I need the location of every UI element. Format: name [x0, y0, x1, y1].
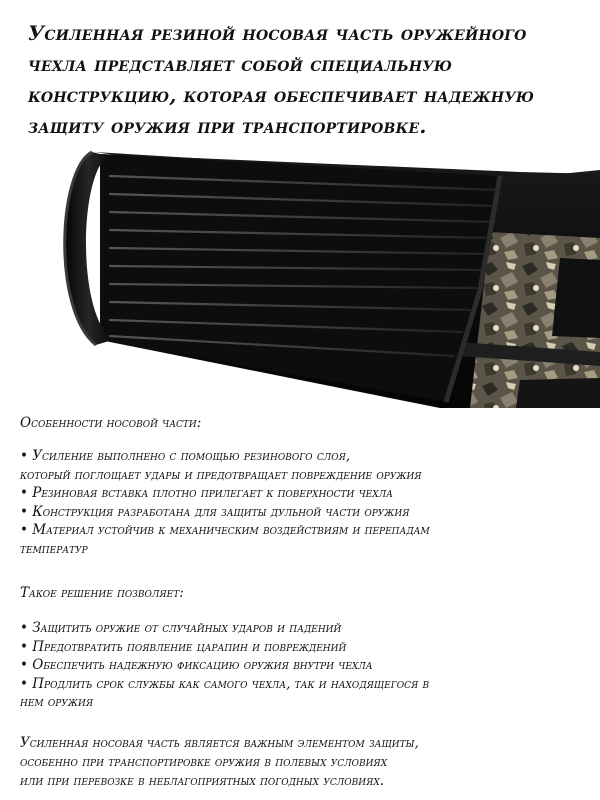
list-item-line: • Резиновая вставка плотно прилегает к поверхности чехла — [20, 485, 393, 502]
benefits-section — [20, 584, 586, 712]
list-item-line: • Обеспечить надежную фиксацию оружия внутри чехла — [20, 657, 373, 674]
closing-paragraph — [20, 734, 586, 791]
list-item-line: • Усиление выполнено с помощью резинового слоя, — [20, 448, 351, 464]
closing-line: или при перевозке в неблагоприятных погодных условиях. — [20, 773, 385, 789]
list-item-line: который поглощает удары и предотвращает повреждение оружия — [20, 466, 422, 483]
list-item — [20, 447, 586, 484]
list-item — [20, 503, 586, 522]
velcro-strap — [516, 378, 600, 408]
closing-line: особенно при транспортировке оружия в полевых условиях — [20, 754, 388, 770]
features-title: Особенности носовой части: — [20, 415, 202, 431]
list-item-line: • Предотвратить появление царапин и повреждений — [20, 638, 347, 655]
list-item-line: • Защитить оружие от случайных ударов и падений — [20, 620, 342, 636]
list-item-line: температур — [20, 540, 88, 557]
list-item-line: • Материал устойчив к механическим воздействиям и перепадам — [20, 522, 430, 539]
features-section — [20, 414, 586, 559]
list-item — [20, 521, 586, 558]
benefits-title: Такое решение позволяет: — [20, 585, 184, 601]
closing-line: Усиленная носовая часть является важным элементом защиты, — [20, 735, 419, 751]
list-item — [20, 656, 586, 675]
gun-case-nose-photo — [0, 140, 600, 408]
list-item-line: нем оружия — [20, 694, 94, 711]
list-item-line: • Конструкция разработана для защиты дульной части оружия — [20, 503, 410, 520]
list-item — [20, 638, 586, 657]
list-item — [20, 675, 586, 712]
velcro-strap — [552, 258, 600, 338]
list-item — [20, 484, 586, 503]
benefits-list — [20, 619, 586, 712]
rubber-nose-shell — [100, 154, 500, 402]
features-list — [20, 447, 586, 559]
headline: Усиленная резиной носовая часть оружейного чехла представляет собой специальную конструкцию, которая обеспечивает надежную защиту оружия при транспортировке. — [28, 21, 535, 138]
list-item-line: • Продлить срок службы как самого чехла, так и находящегося в — [20, 675, 430, 692]
list-item — [20, 619, 586, 638]
